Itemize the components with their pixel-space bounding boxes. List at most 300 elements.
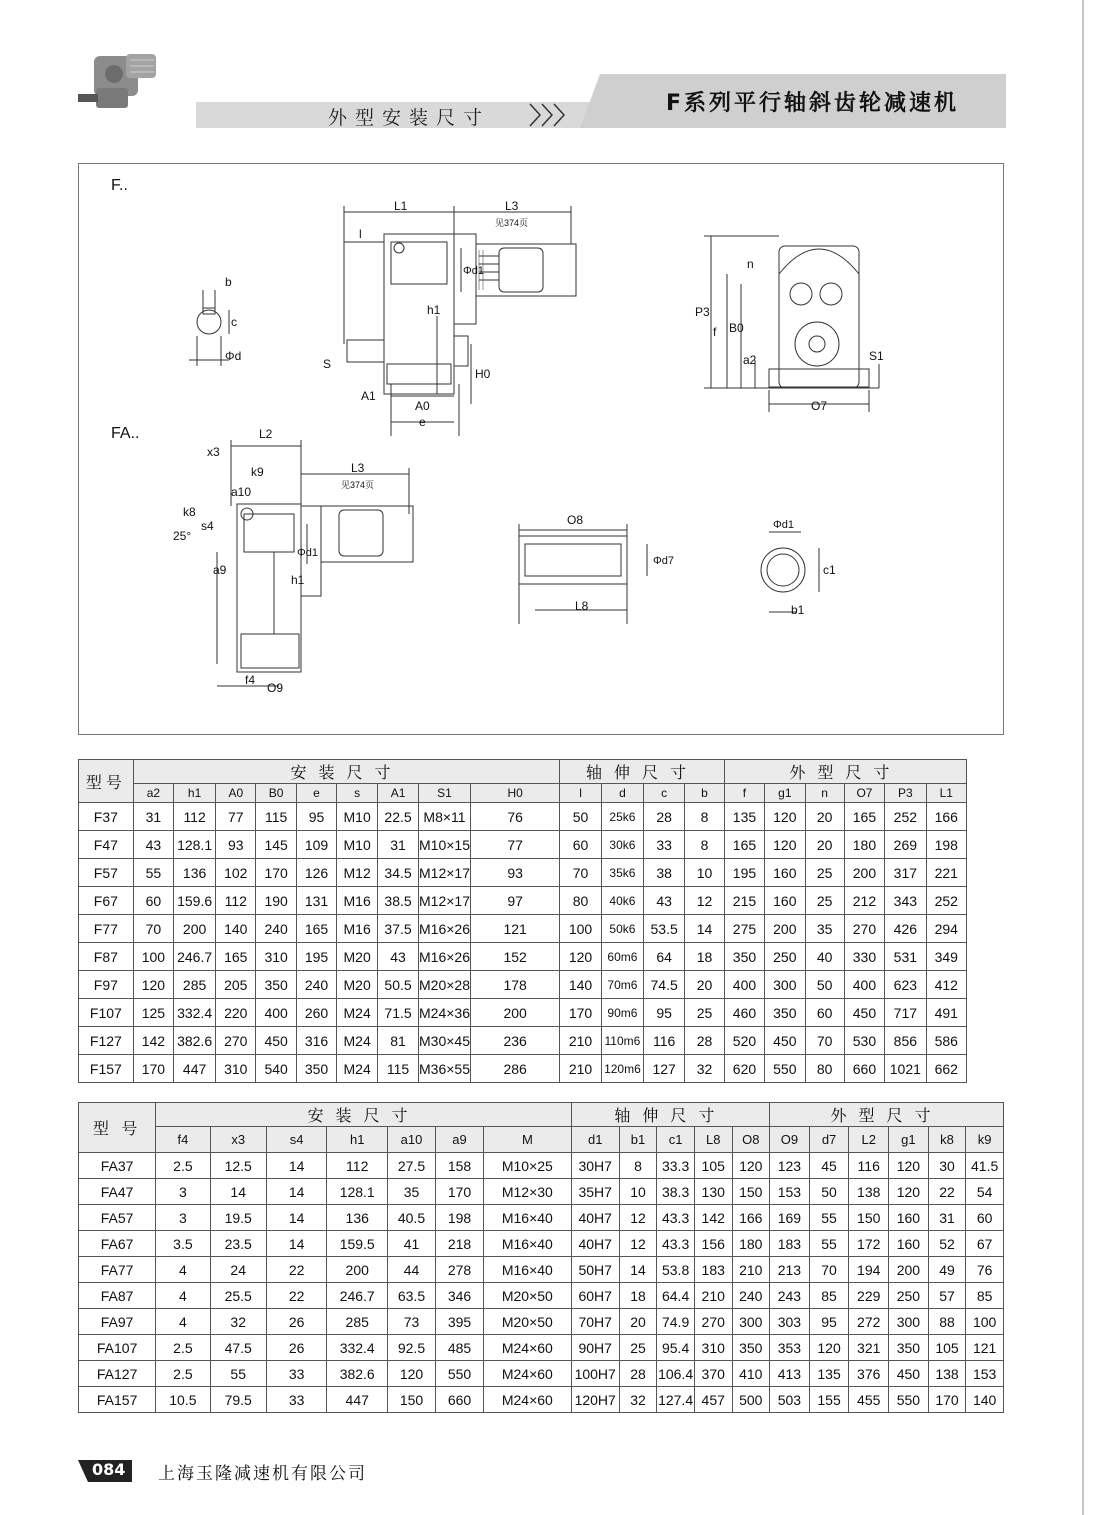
- table-cell: 93: [470, 859, 559, 887]
- table-cell: 240: [256, 915, 296, 943]
- table-cell: 38: [644, 859, 685, 887]
- dim-P3: P3: [695, 305, 710, 319]
- table-cell: 485: [436, 1335, 484, 1361]
- table-cell: 530: [844, 1027, 884, 1055]
- dim-d1: Φd1: [463, 265, 485, 277]
- table-cell: 221: [926, 859, 966, 887]
- dim-f: f: [713, 325, 717, 339]
- table-cell: 400: [724, 971, 764, 999]
- table-cell: 120: [809, 1335, 849, 1361]
- table-cell: 23.5: [210, 1231, 266, 1257]
- table-cell: 350: [732, 1335, 770, 1361]
- table-cell: 100H7: [571, 1361, 619, 1387]
- dim-A1: A1: [361, 389, 376, 403]
- table-cell: 210: [560, 1055, 601, 1083]
- fa-label: FA..: [111, 425, 140, 442]
- table-row: [79, 1179, 1004, 1205]
- table-row: [79, 1387, 1004, 1413]
- table-cell: 178: [470, 971, 559, 999]
- table-cell: 52: [928, 1231, 966, 1257]
- table-cell: 4: [156, 1309, 210, 1335]
- table-cell: 40H7: [571, 1205, 619, 1231]
- table-cell: 100: [560, 915, 601, 943]
- model-header: 型 号: [79, 1103, 156, 1153]
- table-cell: 260: [296, 999, 336, 1027]
- table-cell: 142: [133, 1027, 173, 1055]
- table-cell: 12.5: [210, 1153, 266, 1179]
- table-cell: 105: [928, 1335, 966, 1361]
- table-cell: 285: [174, 971, 216, 999]
- dim-O9: O9: [267, 681, 284, 695]
- table-cell: 14: [685, 915, 725, 943]
- table-cell: 166: [926, 803, 966, 831]
- table-cell: 153: [770, 1179, 810, 1205]
- table-cell: M24: [337, 999, 378, 1027]
- table-cell: 717: [885, 999, 926, 1027]
- dimension-drawing: [78, 163, 1004, 735]
- table-cell: 1021: [885, 1055, 926, 1083]
- table-cell: 63.5: [387, 1283, 435, 1309]
- table-cell: 3: [156, 1179, 210, 1205]
- table-cell: 53.8: [657, 1257, 695, 1283]
- table-cell: 2.5: [156, 1361, 210, 1387]
- column-header-a1: A1: [378, 784, 419, 803]
- table-cell: 22: [266, 1283, 327, 1309]
- table-cell: 150: [732, 1179, 770, 1205]
- dim-O7: O7: [811, 399, 828, 413]
- group-outline: 外型尺寸: [724, 760, 966, 784]
- table-cell: 120m6: [601, 1055, 643, 1083]
- column-header-h0: H0: [470, 784, 559, 803]
- table-cell: 14: [266, 1205, 327, 1231]
- table-cell: 60H7: [571, 1283, 619, 1309]
- table-row: [79, 859, 1004, 887]
- gear-reducer-photo: [74, 48, 164, 118]
- table-cell: 136: [327, 1205, 388, 1231]
- table-row: [79, 1309, 1004, 1335]
- table-cell: 41: [387, 1231, 435, 1257]
- table-cell: 120: [133, 971, 173, 999]
- dim-c1: c1: [823, 563, 836, 577]
- column-header-h1: h1: [174, 784, 216, 803]
- table-cell: 81: [378, 1027, 419, 1055]
- table-cell: 53.5: [644, 915, 685, 943]
- column-header-d1: d1: [571, 1127, 619, 1153]
- model-cell: F47: [79, 831, 134, 859]
- table-cell: 60: [560, 831, 601, 859]
- table-cell: 138: [928, 1361, 966, 1387]
- table-row: [79, 1361, 1004, 1387]
- table-cell: 160: [765, 887, 805, 915]
- table-cell: 128.1: [174, 831, 216, 859]
- dim-b1: b1: [791, 603, 805, 617]
- table-cell: 450: [844, 999, 884, 1027]
- table-cell: 135: [809, 1361, 849, 1387]
- table-cell: M36×55: [419, 1055, 471, 1083]
- table-cell: 200: [844, 859, 884, 887]
- table-cell: 286: [470, 1055, 559, 1083]
- column-header-f: f: [724, 784, 764, 803]
- column-header-o7: O7: [844, 784, 884, 803]
- table-cell: 33: [266, 1387, 327, 1413]
- table-cell: 43.3: [657, 1231, 695, 1257]
- table-cell: 376: [849, 1361, 889, 1387]
- series-title: F系列平行轴斜齿轮减速机: [666, 91, 960, 116]
- column-header-c: c: [644, 784, 685, 803]
- table-cell: 150: [849, 1205, 889, 1231]
- table-cell: 450: [765, 1027, 805, 1055]
- table-cell: 200: [889, 1257, 929, 1283]
- model-cell: FA157: [79, 1387, 156, 1413]
- model-cell: FA107: [79, 1335, 156, 1361]
- table-cell: 115: [256, 803, 296, 831]
- table-cell: 220: [216, 999, 256, 1027]
- table-cell: M12: [337, 859, 378, 887]
- table-cell: 350: [296, 1055, 336, 1083]
- table-cell: 92.5: [387, 1335, 435, 1361]
- dim-a2: a2: [743, 353, 757, 367]
- table-cell: 200: [174, 915, 216, 943]
- table-cell: 455: [849, 1387, 889, 1413]
- table-cell: 128.1: [327, 1179, 388, 1205]
- table-cell: 400: [844, 971, 884, 999]
- model-cell: FA127: [79, 1361, 156, 1387]
- table-cell: 40k6: [601, 887, 643, 915]
- column-header-d7: d7: [809, 1127, 849, 1153]
- table-cell: 300: [765, 971, 805, 999]
- table-cell: 120: [765, 803, 805, 831]
- table-cell: 10.5: [156, 1387, 210, 1413]
- table-cell: 80: [560, 887, 601, 915]
- table-cell: M20×50: [484, 1309, 572, 1335]
- table-cell: 25: [619, 1335, 657, 1361]
- table-cell: 70: [560, 859, 601, 887]
- table-cell: 165: [844, 803, 884, 831]
- column-header-o8: O8: [732, 1127, 770, 1153]
- table-cell: M16×26: [419, 915, 471, 943]
- table-cell: 150: [387, 1387, 435, 1413]
- table-cell: 27.5: [387, 1153, 435, 1179]
- table-cell: 138: [849, 1179, 889, 1205]
- table-cell: 8: [685, 831, 725, 859]
- table-cell: 55: [809, 1205, 849, 1231]
- dim-O8: O8: [567, 513, 584, 527]
- table-cell: 200: [470, 999, 559, 1027]
- table-cell: 410: [732, 1361, 770, 1387]
- table-cell: 25.5: [210, 1283, 266, 1309]
- table-cell: 270: [216, 1027, 256, 1055]
- table-cell: 34.5: [378, 859, 419, 887]
- table-cell: 64.4: [657, 1283, 695, 1309]
- table-cell: M12×30: [484, 1179, 572, 1205]
- table-cell: 20: [805, 831, 844, 859]
- table-cell: 140: [216, 915, 256, 943]
- table-cell: 140: [560, 971, 601, 999]
- table-cell: 105: [694, 1153, 732, 1179]
- table-cell: 120H7: [571, 1387, 619, 1413]
- group-install: 安装尺寸: [133, 760, 560, 784]
- table-cell: 198: [926, 831, 966, 859]
- table-cell: 310: [694, 1335, 732, 1361]
- table-cell: 165: [216, 943, 256, 971]
- table-cell: 20: [685, 971, 725, 999]
- table-cell: 95.4: [657, 1335, 695, 1361]
- table-row: [79, 887, 1004, 915]
- table-cell: 159.6: [174, 887, 216, 915]
- page-edge-rule: [1082, 0, 1084, 1515]
- table-row: [79, 943, 1004, 971]
- table-cell: M20: [337, 971, 378, 999]
- dim-f4: f4: [245, 673, 256, 687]
- see-page-note: 见374页: [495, 218, 529, 228]
- table-row: [79, 1027, 1004, 1055]
- table-cell: M10: [337, 803, 378, 831]
- table-cell: 412: [926, 971, 966, 999]
- column-header-s4: s4: [266, 1127, 327, 1153]
- table-cell: 2.5: [156, 1335, 210, 1361]
- table-cell: 195: [296, 943, 336, 971]
- table-cell: 85: [966, 1283, 1004, 1309]
- dim-S1: S1: [869, 349, 884, 363]
- table-cell: 12: [619, 1231, 657, 1257]
- table-cell: 159.5: [327, 1231, 388, 1257]
- dim-n: n: [747, 257, 754, 271]
- table-cell: 4: [156, 1257, 210, 1283]
- table-cell: M24×60: [484, 1387, 572, 1413]
- table-cell: 140: [966, 1387, 1004, 1413]
- company-name: 上海玉隆减速机有限公司: [158, 1464, 367, 1484]
- table-cell: 550: [436, 1361, 484, 1387]
- table-cell: 60: [133, 887, 173, 915]
- table-cell: 382.6: [174, 1027, 216, 1055]
- table-cell: 28: [644, 803, 685, 831]
- column-header-a10: a10: [387, 1127, 435, 1153]
- table-cell: 136: [174, 859, 216, 887]
- table-cell: 50: [560, 803, 601, 831]
- table-cell: 165: [724, 831, 764, 859]
- dim-d1-fa: Φd1: [297, 547, 319, 559]
- table-cell: 55: [133, 859, 173, 887]
- table-cell: 43: [133, 831, 173, 859]
- table-cell: M12×17: [419, 887, 471, 915]
- table-cell: 269: [885, 831, 926, 859]
- table-cell: 550: [765, 1055, 805, 1083]
- column-header-a0: A0: [216, 784, 256, 803]
- table-cell: 246.7: [327, 1283, 388, 1309]
- model-cell: F57: [79, 859, 134, 887]
- model-cell: F97: [79, 971, 134, 999]
- table-cell: 18: [685, 943, 725, 971]
- table-cell: 35H7: [571, 1179, 619, 1205]
- table-cell: 236: [470, 1027, 559, 1055]
- table-cell: 120: [765, 831, 805, 859]
- table-cell: 285: [327, 1309, 388, 1335]
- table-cell: 550: [889, 1387, 929, 1413]
- table-cell: 330: [844, 943, 884, 971]
- table-cell: 303: [770, 1309, 810, 1335]
- table-cell: 252: [926, 887, 966, 915]
- table-cell: 457: [694, 1387, 732, 1413]
- model-cell: F157: [79, 1055, 134, 1083]
- table-cell: 54: [966, 1179, 1004, 1205]
- model-cell: F37: [79, 803, 134, 831]
- table-cell: 520: [724, 1027, 764, 1055]
- model-cell: FA47: [79, 1179, 156, 1205]
- table-cell: 382.6: [327, 1361, 388, 1387]
- table-cell: 70: [805, 1027, 844, 1055]
- table-cell: 300: [889, 1309, 929, 1335]
- table-cell: 250: [765, 943, 805, 971]
- table-cell: 112: [216, 887, 256, 915]
- table-cell: 121: [966, 1335, 1004, 1361]
- table-cell: 18: [619, 1283, 657, 1309]
- dim-e: e: [419, 415, 426, 429]
- page-number: 084: [92, 1460, 126, 1479]
- table-cell: M10: [337, 831, 378, 859]
- table-cell: 310: [256, 943, 296, 971]
- table-cell: 155: [809, 1387, 849, 1413]
- column-header-m: M: [484, 1127, 572, 1153]
- table-cell: 60m6: [601, 943, 643, 971]
- table-cell: 67: [966, 1231, 1004, 1257]
- table-row: [79, 971, 1004, 999]
- table-cell: 210: [694, 1283, 732, 1309]
- table-cell: 210: [560, 1027, 601, 1055]
- dim-d: Φd: [225, 349, 242, 363]
- table-cell: M24×36: [419, 999, 471, 1027]
- f-label: F..: [111, 177, 128, 194]
- column-header-g1: g1: [765, 784, 805, 803]
- table-cell: M24: [337, 1027, 378, 1055]
- table-cell: 120: [889, 1179, 929, 1205]
- table-cell: M24: [337, 1055, 378, 1083]
- table-cell: 190: [256, 887, 296, 915]
- column-header-a9: a9: [436, 1127, 484, 1153]
- table-cell: 85: [809, 1283, 849, 1309]
- table-cell: M16×40: [484, 1257, 572, 1283]
- table-cell: M16: [337, 915, 378, 943]
- table-cell: 317: [885, 859, 926, 887]
- model-cell: F107: [79, 999, 134, 1027]
- table-cell: 8: [685, 803, 725, 831]
- table-cell: 460: [724, 999, 764, 1027]
- table-cell: 32: [685, 1055, 725, 1083]
- table-cell: 76: [470, 803, 559, 831]
- table-cell: 130: [694, 1179, 732, 1205]
- table-cell: 160: [765, 859, 805, 887]
- table-cell: 60: [805, 999, 844, 1027]
- table-cell: 121: [470, 915, 559, 943]
- table-cell: 10: [685, 859, 725, 887]
- table-cell: 346: [436, 1283, 484, 1309]
- table-cell: M16×40: [484, 1205, 572, 1231]
- table-cell: 50.5: [378, 971, 419, 999]
- table-cell: 30k6: [601, 831, 643, 859]
- table-cell: 77: [216, 803, 256, 831]
- model-cell: FA97: [79, 1309, 156, 1335]
- table-cell: 620: [724, 1055, 764, 1083]
- table-cell: 88: [928, 1309, 966, 1335]
- table-cell: 200: [765, 915, 805, 943]
- table-cell: 275: [724, 915, 764, 943]
- table-cell: 22: [928, 1179, 966, 1205]
- table-cell: M16×40: [484, 1231, 572, 1257]
- table-row: [79, 803, 1004, 831]
- table-cell: 31: [928, 1205, 966, 1231]
- group-install: 安装尺寸: [156, 1103, 571, 1127]
- table-cell: 49: [928, 1257, 966, 1283]
- column-header-p3: P3: [885, 784, 926, 803]
- table-cell: M12×17: [419, 859, 471, 887]
- table-cell: 210: [732, 1257, 770, 1283]
- column-header-a2: a2: [133, 784, 173, 803]
- table-cell: 41.5: [966, 1153, 1004, 1179]
- table-cell: 12: [685, 887, 725, 915]
- table-cell: 503: [770, 1387, 810, 1413]
- table-cell: 70H7: [571, 1309, 619, 1335]
- dim-a10: a10: [231, 485, 252, 499]
- table-cell: 215: [724, 887, 764, 915]
- group-shaft: 轴伸尺寸: [571, 1103, 769, 1127]
- table-cell: 43: [378, 943, 419, 971]
- table-cell: 205: [216, 971, 256, 999]
- section-title: 外型安装尺寸: [328, 107, 491, 129]
- table-cell: M20: [337, 943, 378, 971]
- table-cell: 30H7: [571, 1153, 619, 1179]
- column-header-f4: f4: [156, 1127, 210, 1153]
- dim-k9: k9: [251, 465, 264, 479]
- table-cell: 2.5: [156, 1153, 210, 1179]
- model-cell: FA77: [79, 1257, 156, 1283]
- model-cell: FA87: [79, 1283, 156, 1309]
- table-cell: 170: [436, 1179, 484, 1205]
- model-cell: FA67: [79, 1231, 156, 1257]
- table-cell: 64: [644, 943, 685, 971]
- table-cell: 10: [619, 1179, 657, 1205]
- dim-s4: s4: [201, 519, 214, 533]
- table-cell: 32: [210, 1309, 266, 1335]
- column-header-o9: O9: [770, 1127, 810, 1153]
- table-row: [79, 999, 1004, 1027]
- table-cell: 20: [805, 803, 844, 831]
- table-cell: 35k6: [601, 859, 643, 887]
- table-cell: 70: [809, 1257, 849, 1283]
- table-cell: 321: [849, 1335, 889, 1361]
- table-cell: 198: [436, 1205, 484, 1231]
- table-cell: 350: [889, 1335, 929, 1361]
- dim-H0: H0: [475, 367, 491, 381]
- table-cell: 169: [770, 1205, 810, 1231]
- table-cell: 24: [210, 1257, 266, 1283]
- table-cell: 152: [470, 943, 559, 971]
- table-cell: M30×45: [419, 1027, 471, 1055]
- table-cell: M10×25: [484, 1153, 572, 1179]
- table-cell: 116: [849, 1153, 889, 1179]
- table-cell: 55: [210, 1361, 266, 1387]
- table-cell: 127: [644, 1055, 685, 1083]
- table-cell: 73: [387, 1309, 435, 1335]
- table-cell: 102: [216, 859, 256, 887]
- table-cell: 50H7: [571, 1257, 619, 1283]
- table-cell: 70m6: [601, 971, 643, 999]
- table-cell: 165: [296, 915, 336, 943]
- model-cell: F67: [79, 887, 134, 915]
- model-cell: F77: [79, 915, 134, 943]
- table-cell: M24×60: [484, 1361, 572, 1387]
- table-cell: 45: [809, 1153, 849, 1179]
- table-cell: 100: [133, 943, 173, 971]
- dim-c: c: [231, 315, 237, 329]
